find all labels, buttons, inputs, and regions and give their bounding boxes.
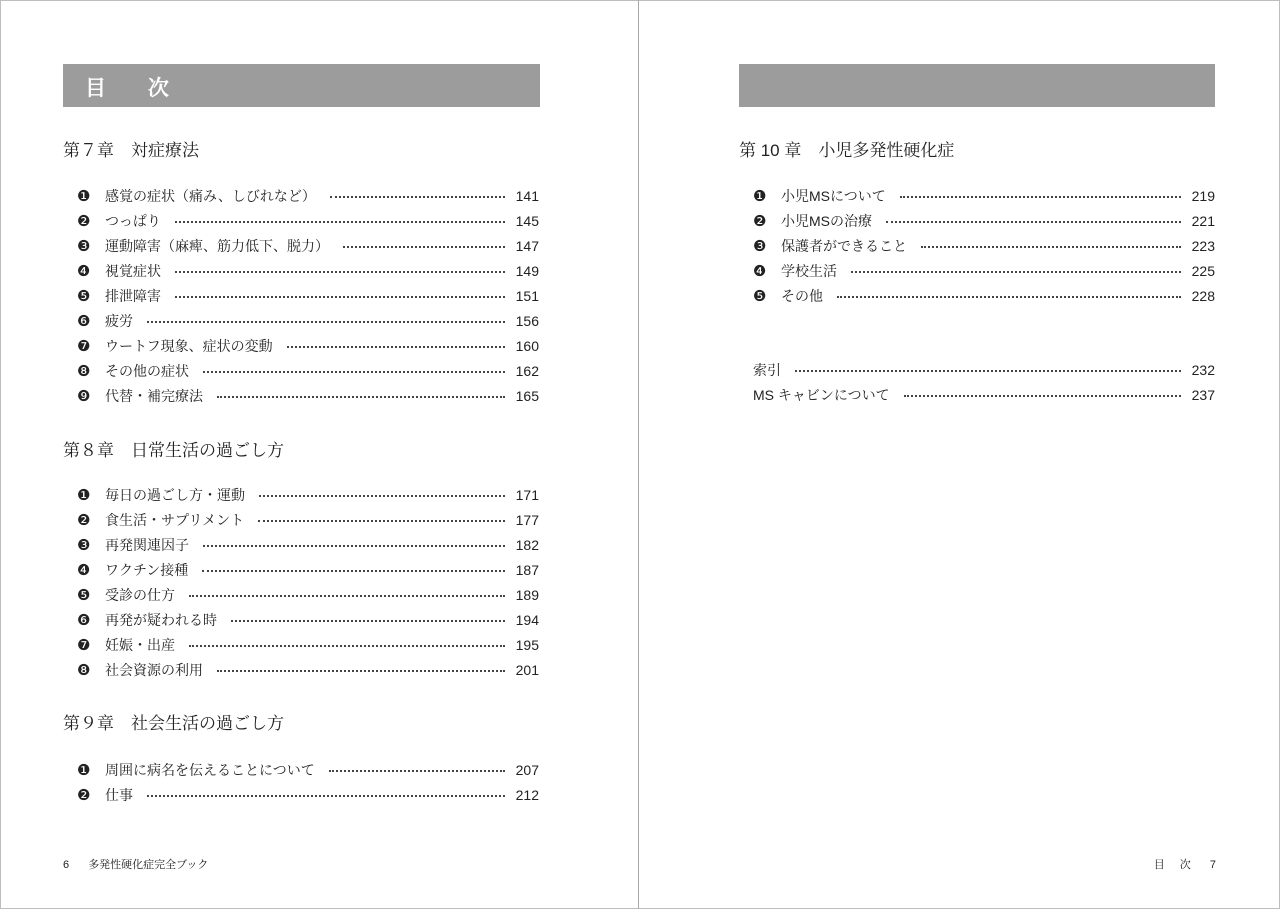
entry-page-number: 189 (515, 586, 539, 603)
toc-entry[interactable] (77, 308, 539, 333)
entry-label: 小児MSの治療 (781, 212, 872, 229)
right-footer (1154, 856, 1216, 872)
entry-label: その他の症状 (105, 362, 189, 379)
entry-page-number: 141 (515, 187, 539, 204)
dot-leader (189, 645, 505, 647)
entry-number-icon: ❸ (753, 237, 767, 255)
toc-entry[interactable] (77, 782, 539, 807)
entry-page-number: 156 (515, 312, 539, 329)
toc-entry[interactable] (77, 233, 539, 258)
chapter-heading: 第 10 章 小児多発性硬化症 (739, 141, 955, 160)
entry-label: つっぱり (105, 212, 161, 229)
entry-page-number: 147 (515, 237, 539, 254)
chapter-10-list (753, 183, 1215, 308)
entry-page-number: 171 (515, 486, 539, 503)
dot-leader (330, 196, 505, 198)
toc-entry[interactable] (77, 358, 539, 383)
dot-leader (217, 670, 505, 672)
toc-entry[interactable] (753, 208, 1215, 233)
toc-entry[interactable] (753, 357, 1215, 382)
left-page (0, 0, 638, 909)
toc-header-bar (739, 64, 1215, 107)
entry-label: ワクチン接種 (105, 561, 189, 578)
entry-number-icon: ❹ (753, 262, 767, 280)
dot-leader (851, 271, 1181, 273)
toc-header-bar (63, 64, 540, 107)
entry-number-icon: ❽ (77, 661, 91, 679)
entry-label: 感覚の症状（痛み、しびれなど） (105, 187, 316, 204)
entry-page-number: 165 (515, 387, 539, 404)
entry-number-icon: ❷ (753, 212, 767, 230)
dot-leader (217, 396, 505, 398)
entry-page-number: 223 (1191, 237, 1215, 254)
entry-number-icon: ❺ (753, 287, 767, 305)
entry-label: 社会資源の利用 (105, 661, 203, 678)
dot-leader (287, 346, 505, 348)
entry-label: その他 (781, 287, 823, 304)
chapter-7-list (77, 183, 539, 408)
toc-entry[interactable] (77, 607, 539, 632)
entry-label: 学校生活 (781, 262, 837, 279)
entry-label: 再発関連因子 (105, 536, 189, 553)
toc-entry[interactable] (753, 233, 1215, 258)
entry-number-icon: ❶ (753, 187, 767, 205)
book-title: 多発性硬化症完全ブック (88, 859, 209, 871)
dot-leader (886, 221, 1181, 223)
entry-label: 受診の仕方 (105, 586, 175, 603)
dot-leader (921, 246, 1181, 248)
entry-page-number: 232 (1191, 361, 1215, 378)
chapter-heading: 第７章 対症療法 (63, 141, 199, 160)
toc-entry[interactable] (77, 532, 539, 557)
dot-leader (343, 246, 505, 248)
entry-number-icon: ❷ (77, 212, 91, 230)
entry-page-number: 207 (515, 761, 539, 778)
dot-leader (329, 770, 505, 772)
page-number: 6 (63, 859, 70, 871)
entry-label: ウートフ現象、症状の変動 (105, 337, 273, 354)
dot-leader (175, 296, 505, 298)
dot-leader (203, 545, 505, 547)
toc-entry[interactable] (77, 383, 539, 408)
entry-page-number: 225 (1191, 262, 1215, 279)
toc-title: 目 次 (85, 77, 187, 100)
dot-leader (202, 570, 505, 572)
dot-leader (147, 795, 505, 797)
entry-label: 妊娠・出産 (105, 636, 175, 653)
entry-label: 保護者ができること (781, 237, 907, 254)
toc-entry[interactable] (77, 283, 539, 308)
entry-label: MS キャビンについて (753, 386, 890, 403)
entry-page-number: 187 (515, 561, 539, 578)
entry-page-number: 182 (515, 536, 539, 553)
dot-leader (900, 196, 1181, 198)
entry-number-icon: ❺ (77, 287, 91, 305)
dot-leader (258, 520, 505, 522)
entry-page-number: 195 (515, 636, 539, 653)
entry-number-icon: ❸ (77, 536, 91, 554)
entry-number-icon: ❹ (77, 262, 91, 280)
toc-entry[interactable] (77, 657, 539, 682)
entry-page-number: 228 (1191, 287, 1215, 304)
toc-entry[interactable] (77, 208, 539, 233)
appendix-list (753, 357, 1215, 407)
toc-entry[interactable] (77, 482, 539, 507)
dot-leader (231, 620, 505, 622)
entry-page-number: 177 (515, 511, 539, 528)
toc-entry[interactable] (77, 557, 539, 582)
toc-entry[interactable] (753, 382, 1215, 407)
dot-leader (795, 370, 1181, 372)
entry-number-icon: ❸ (77, 237, 91, 255)
toc-entry[interactable] (77, 632, 539, 657)
chapter-heading: 第９章 社会生活の過ごし方 (63, 714, 284, 733)
page-number: 7 (1209, 859, 1216, 871)
entry-label: 索引 (753, 361, 781, 378)
entry-page-number: 145 (515, 212, 539, 229)
entry-label: 毎日の過ごし方・運動 (105, 486, 245, 503)
entry-number-icon: ❻ (77, 611, 91, 629)
entry-page-number: 219 (1191, 187, 1215, 204)
dot-leader (904, 395, 1181, 397)
entry-page-number: 212 (515, 786, 539, 803)
toc-entry[interactable] (77, 582, 539, 607)
dot-leader (189, 595, 505, 597)
entry-number-icon: ❶ (77, 187, 91, 205)
section-name: 目 次 (1153, 859, 1197, 871)
toc-entry[interactable] (753, 183, 1215, 208)
entry-page-number: 160 (515, 337, 539, 354)
dot-leader (175, 221, 505, 223)
entry-page-number: 151 (515, 287, 539, 304)
entry-number-icon: ❹ (77, 561, 91, 579)
entry-label: 食生活・サプリメント (105, 511, 245, 528)
entry-label: 仕事 (105, 786, 133, 803)
toc-entry[interactable] (77, 333, 539, 358)
entry-number-icon: ❼ (77, 636, 91, 654)
entry-label: 小児MSについて (781, 187, 886, 204)
left-footer (63, 856, 208, 872)
entry-number-icon: ❶ (77, 486, 91, 504)
entry-number-icon: ❾ (77, 387, 91, 405)
dot-leader (259, 495, 505, 497)
entry-page-number: 237 (1191, 386, 1215, 403)
entry-number-icon: ❷ (77, 786, 91, 804)
entry-label: 再発が疑われる時 (105, 611, 217, 628)
entry-label: 疲労 (105, 312, 133, 329)
chapter-9-list (77, 757, 539, 807)
entry-page-number: 149 (515, 262, 539, 279)
entry-number-icon: ❽ (77, 362, 91, 380)
entry-number-icon: ❺ (77, 586, 91, 604)
entry-page-number: 194 (515, 611, 539, 628)
toc-entry[interactable] (753, 283, 1215, 308)
dot-leader (147, 321, 505, 323)
chapter-8-list (77, 482, 539, 682)
entry-label: 運動障害（麻痺、筋力低下、脱力） (105, 237, 329, 254)
entry-label: 代替・補完療法 (105, 387, 203, 404)
entry-page-number: 221 (1191, 212, 1215, 229)
toc-entry[interactable] (77, 258, 539, 283)
entry-number-icon: ❶ (77, 761, 91, 779)
entry-number-icon: ❷ (77, 511, 91, 529)
dot-leader (837, 296, 1181, 298)
entry-label: 周囲に病名を伝えることについて (105, 761, 315, 778)
toc-entry[interactable] (77, 757, 539, 782)
toc-entry[interactable] (77, 183, 539, 208)
entry-number-icon: ❻ (77, 312, 91, 330)
dot-leader (175, 271, 505, 273)
entry-label: 視覚症状 (105, 262, 161, 279)
entry-number-icon: ❼ (77, 337, 91, 355)
chapter-heading: 第８章 日常生活の過ごし方 (63, 441, 284, 460)
toc-entry[interactable] (753, 258, 1215, 283)
entry-page-number: 162 (515, 362, 539, 379)
dot-leader (203, 371, 505, 373)
entry-label: 排泄障害 (105, 287, 161, 304)
entry-page-number: 201 (515, 661, 539, 678)
toc-entry[interactable] (77, 507, 539, 532)
right-page (639, 0, 1280, 909)
